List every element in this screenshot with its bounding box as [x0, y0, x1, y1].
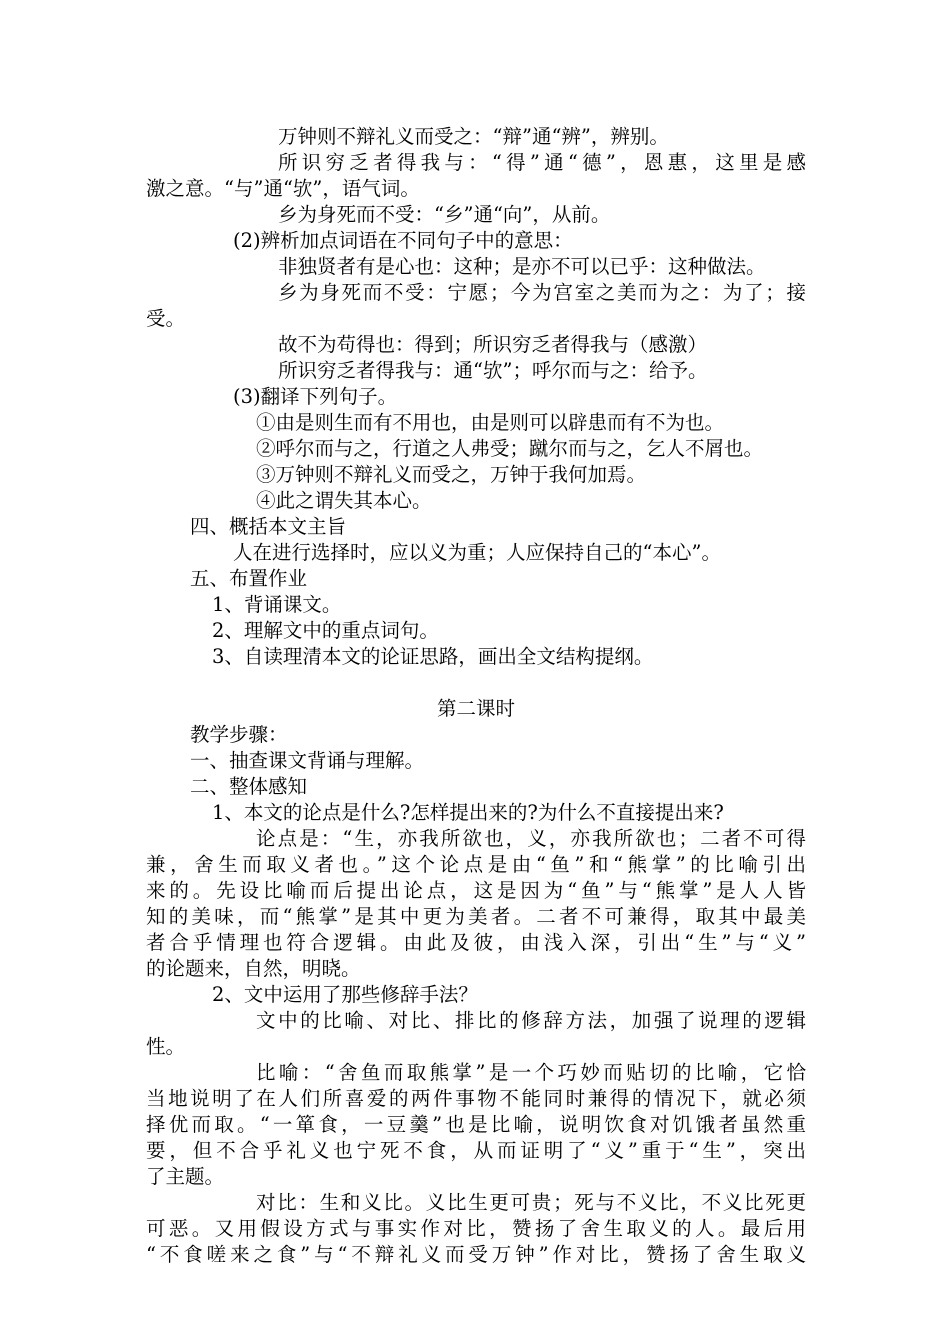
- list-item: 1、背诵课文。: [212, 593, 342, 616]
- text-line: 当地说明了在人们所喜爱的两件事物不能同时兼得的情况下，就必须: [146, 1087, 806, 1110]
- text-line: 论点是：“生，亦我所欲也，义，亦我所欲也；二者不可得: [256, 827, 806, 850]
- question: 1、本文的论点是什么?怎样提出来的?为什么不直接提出来?: [212, 801, 724, 824]
- text-line: 者合乎情理也符合逻辑。由此及彼，由浅入深，引出“生”与“义”: [146, 931, 806, 954]
- text-line: 人在进行选择时，应以义为重；人应保持自己的“本心”。: [233, 541, 721, 564]
- section-heading: 一、抽查课文背诵与理解。: [190, 749, 425, 772]
- text-line: 来的。先设比喻而后提出论点，这是因为“鱼”与“熊掌”是人人皆: [146, 879, 806, 902]
- list-item: ②呼尔而与之，行道之人弗受；蹴尔而与之，乞人不屑也。: [256, 437, 764, 460]
- text-line: 非独贤者有是心也：这种；是亦不可以已乎：这种做法。: [278, 255, 766, 278]
- list-item: 2、理解文中的重点词句。: [212, 619, 439, 642]
- list-item: ④此之谓失其本心。: [256, 489, 432, 512]
- text-line: 知的美味，而“熊掌”是其中更为美者。二者不可兼得，取其中最美: [146, 905, 806, 928]
- lesson-title: 第二课时: [436, 697, 515, 720]
- list-item: ①由是则生而有不用也，由是则可以辟患而有不为也。: [256, 411, 725, 434]
- section-heading: 教学步骤：: [190, 723, 288, 746]
- section-heading: 二、整体感知: [190, 775, 308, 798]
- list-item: ③万钟则不辩礼义而受之，万钟于我何加焉。: [256, 463, 647, 486]
- subheading: (3)翻译下列句子。: [233, 385, 398, 408]
- text-line: 性。: [146, 1035, 186, 1058]
- text-line: 比喻：“舍鱼而取熊掌”是一个巧妙而贴切的比喻，它恰: [256, 1061, 806, 1084]
- text-line: 要，但不合乎礼义也宁死不食，从而证明了“义”重于“生”，突出: [146, 1139, 806, 1162]
- text-line: 了主题。: [146, 1165, 225, 1188]
- text-line: 乡为身死而不受：“乡”通“向”，从前。: [278, 203, 611, 226]
- subheading: (2)辨析加点词语在不同句子中的意思：: [233, 229, 573, 252]
- text-line: 择优而取。“一箪食，一豆羹”也是比喻，说明饮食对饥饿者虽然重: [146, 1113, 806, 1136]
- text-line: 所识穷乏者得我与：通“欤”；呼尔而与之：给予。: [278, 359, 708, 382]
- text-line: 对比：生和义比。义比生更可贵；死与不义比，不义比死更: [256, 1191, 806, 1214]
- text-line: 文中的比喻、对比、排比的修辞方法，加强了说理的逻辑: [256, 1009, 806, 1032]
- text-line: 受。: [146, 307, 186, 330]
- text-line: 万钟则不辩礼义而受之：“辩”通“辨”，辨别。: [278, 125, 669, 148]
- list-item: 3、自读理清本文的论证思路，画出全文结构提纲。: [212, 645, 654, 668]
- text-line: 激之意。“与”通“欤”，语气词。: [146, 177, 420, 200]
- text-line: 乡为身死而不受：宁愿；今为宫室之美而为之：为了；接: [278, 281, 806, 304]
- text-line: 兼，舍生而取义者也。”这个论点是由“鱼”和“熊掌”的比喻引出: [146, 853, 806, 876]
- section-heading: 五、布置作业: [190, 567, 308, 590]
- text-line: 故不为苟得也：得到；所识穷乏者得我与（感激）: [278, 333, 708, 356]
- text-line: 的论题来，自然，明晓。: [146, 957, 361, 980]
- text-line: “不食嗟来之食”与“不辩礼义而受万钟”作对比，赞扬了舍生取义: [146, 1243, 806, 1266]
- question: 2、文中运用了那些修辞手法？: [212, 983, 478, 1006]
- text-line: 可恶。又用假设方式与事实作对比，赞扬了舍生取义的人。最后用: [146, 1217, 806, 1240]
- section-heading: 四、概括本文主旨: [190, 515, 347, 538]
- text-line: 所识穷乏者得我与：“得”通“德”，恩惠，这里是感: [278, 151, 806, 174]
